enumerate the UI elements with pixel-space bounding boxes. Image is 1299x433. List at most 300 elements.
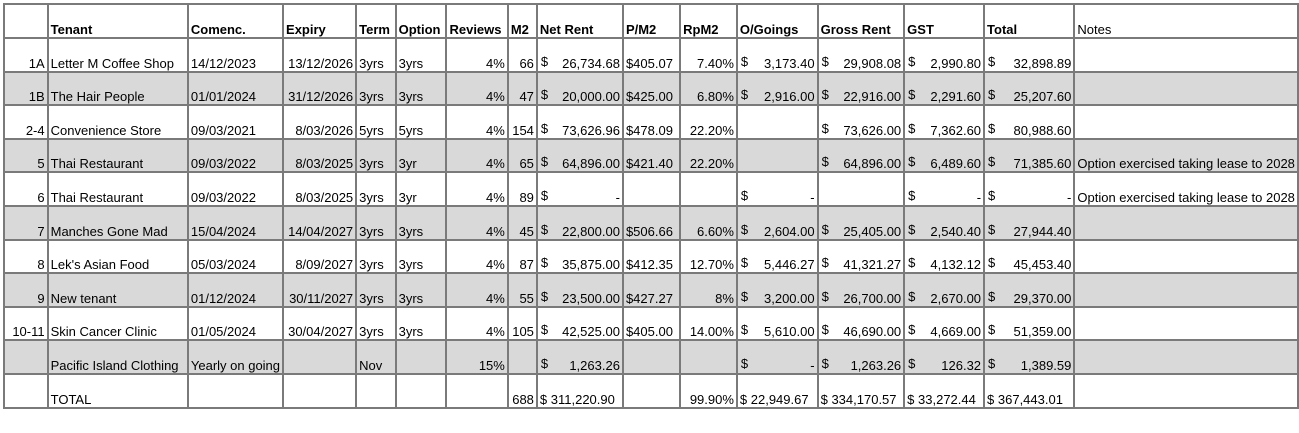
- header-term[interactable]: Term: [356, 4, 395, 38]
- amount-value: 73,626.96: [562, 122, 620, 138]
- commencement-cell[interactable]: 05/03/2024: [188, 240, 283, 274]
- gst-cell[interactable]: [904, 38, 984, 72]
- gst-cell[interactable]: [904, 273, 984, 307]
- rpm2-cell[interactable]: 12.70%: [680, 240, 737, 274]
- option-cell[interactable]: [396, 340, 447, 374]
- unit-cell[interactable]: 5: [4, 139, 48, 173]
- term-cell[interactable]: 5yrs: [356, 105, 395, 139]
- header-net-rent[interactable]: Net Rent: [537, 4, 623, 38]
- empty-cell[interactable]: [283, 374, 356, 408]
- amount-value: 126.32: [941, 357, 982, 373]
- currency-symbol: $: [821, 120, 829, 136]
- reviews-cell[interactable]: 4%: [446, 206, 507, 240]
- gst-cell[interactable]: [904, 340, 984, 374]
- outgoings-cell[interactable]: [737, 105, 818, 139]
- amount-value: 3,173.40: [764, 55, 815, 71]
- table-row: [4, 72, 1298, 106]
- currency-symbol: $: [821, 322, 829, 338]
- header-rpm2[interactable]: RpM2: [680, 4, 737, 38]
- tenant-cell[interactable]: Manches Gone Mad: [48, 206, 188, 240]
- totals-m2[interactable]: 688: [508, 374, 537, 408]
- gst-cell[interactable]: [904, 72, 984, 106]
- outgoings-cell[interactable]: [737, 240, 818, 274]
- amount-value: 35,875.00: [562, 257, 620, 273]
- commencement-cell[interactable]: 14/12/2023: [188, 38, 283, 72]
- reviews-cell[interactable]: 4%: [446, 240, 507, 274]
- term-cell[interactable]: 3yrs: [356, 240, 395, 274]
- notes-cell[interactable]: [1074, 105, 1298, 139]
- tenant-cell[interactable]: Lek's Asian Food: [48, 240, 188, 274]
- notes-cell[interactable]: [1074, 240, 1298, 274]
- currency-symbol: $: [740, 288, 749, 304]
- amount-value: 4,669.00: [930, 324, 982, 340]
- currency-symbol: $: [988, 221, 996, 237]
- amount-value: 2,670.00: [930, 290, 982, 306]
- option-cell[interactable]: 3yrs: [396, 240, 447, 274]
- currency-symbol: $: [740, 87, 749, 103]
- currency-symbol: $: [740, 255, 749, 271]
- gross-rent-cell[interactable]: [818, 340, 905, 374]
- notes-cell[interactable]: [1074, 307, 1298, 341]
- commencement-cell[interactable]: 15/04/2024: [188, 206, 283, 240]
- table-row: [4, 307, 1298, 341]
- m2-cell[interactable]: [508, 340, 537, 374]
- total-cell[interactable]: [984, 172, 1074, 206]
- amount-value: 2,990.80: [930, 55, 982, 71]
- amount-value: 3,200.00: [764, 290, 815, 306]
- amount-value: 2,291.60: [930, 89, 982, 105]
- amount-value: 29,370.00: [1013, 290, 1072, 306]
- amount-value: 7,362.60: [930, 122, 982, 138]
- commencement-cell[interactable]: 01/05/2024: [188, 307, 283, 341]
- amount-value: 64,896.00: [562, 156, 620, 172]
- net-rent-cell[interactable]: [537, 172, 623, 206]
- outgoings-cell[interactable]: [737, 340, 818, 374]
- amount-value: 1,263.26: [850, 357, 902, 373]
- lease-schedule-table: [3, 3, 1299, 409]
- notes-cell[interactable]: [1074, 273, 1298, 307]
- per-m2-cell[interactable]: $506.66: [623, 206, 680, 240]
- net-rent-cell[interactable]: [537, 38, 623, 72]
- currency-symbol: $: [821, 355, 829, 371]
- amount-value: 64,896.00: [843, 156, 902, 172]
- totals-label[interactable]: TOTAL: [48, 374, 188, 408]
- amount-value: 51,359.00: [1013, 324, 1072, 340]
- per-m2-cell[interactable]: $421.40: [623, 139, 680, 173]
- notes-cell[interactable]: [1074, 72, 1298, 106]
- currency-symbol: $: [540, 53, 549, 69]
- currency-symbol: $: [988, 288, 996, 304]
- tenant-cell[interactable]: Convenience Store: [48, 105, 188, 139]
- outgoings-cell[interactable]: [737, 206, 818, 240]
- unit-cell[interactable]: 9: [4, 273, 48, 307]
- header-outgoings[interactable]: O/Goings: [737, 4, 818, 38]
- net-rent-cell[interactable]: [537, 240, 623, 274]
- expiry-cell[interactable]: 8/03/2025: [283, 172, 356, 206]
- empty-cell[interactable]: [356, 374, 395, 408]
- header-gst[interactable]: GST: [904, 4, 984, 38]
- m2-cell[interactable]: 87: [508, 240, 537, 274]
- expiry-cell[interactable]: 30/04/2027: [283, 307, 356, 341]
- currency-symbol: $: [908, 87, 916, 103]
- amount-value: 80,988.60: [1013, 122, 1072, 138]
- totals-outgoings[interactable]: $ 22,949.67: [737, 374, 818, 408]
- total-cell[interactable]: [984, 340, 1074, 374]
- totals-rpm2[interactable]: 99.90%: [680, 374, 737, 408]
- header-option[interactable]: Option: [396, 4, 447, 38]
- option-cell[interactable]: 3yrs: [396, 38, 447, 72]
- currency-symbol: $: [908, 355, 916, 371]
- currency-symbol: $: [540, 288, 549, 304]
- rpm2-cell[interactable]: 14.00%: [680, 307, 737, 341]
- outgoings-cell[interactable]: [737, 273, 818, 307]
- tenant-cell[interactable]: The Hair People: [48, 72, 188, 106]
- expiry-cell[interactable]: 31/12/2026: [283, 72, 356, 106]
- amount-value: 45,453.40: [1013, 257, 1072, 273]
- amount-value: 26,734.68: [562, 55, 620, 71]
- notes-cell[interactable]: [1074, 340, 1298, 374]
- currency-symbol: $: [988, 87, 996, 103]
- table-row: [4, 105, 1298, 139]
- rpm2-cell[interactable]: 8%: [680, 273, 737, 307]
- amount-value: 6,489.60: [930, 156, 982, 172]
- reviews-cell[interactable]: 4%: [446, 273, 507, 307]
- term-cell[interactable]: 3yrs: [356, 172, 395, 206]
- header-reviews[interactable]: Reviews: [446, 4, 507, 38]
- amount-value: 20,000.00: [562, 89, 620, 105]
- reviews-cell[interactable]: 4%: [446, 172, 507, 206]
- option-cell[interactable]: 3yr: [396, 139, 447, 173]
- currency-symbol: $: [908, 288, 916, 304]
- amount-value: 22,800.00: [562, 223, 620, 239]
- reviews-cell[interactable]: 4%: [446, 38, 507, 72]
- currency-symbol: $: [540, 154, 549, 170]
- outgoings-cell[interactable]: [737, 172, 818, 206]
- unit-cell[interactable]: 7: [4, 206, 48, 240]
- per-m2-cell[interactable]: $427.27: [623, 273, 680, 307]
- header-unit[interactable]: [4, 4, 48, 38]
- option-cell[interactable]: 3yrs: [396, 72, 447, 106]
- header-per-m2[interactable]: P/M2: [623, 4, 680, 38]
- total-cell[interactable]: [984, 206, 1074, 240]
- rpm2-cell[interactable]: 22.20%: [680, 139, 737, 173]
- term-cell[interactable]: 3yrs: [356, 72, 395, 106]
- net-rent-cell[interactable]: [537, 72, 623, 106]
- net-rent-cell[interactable]: [537, 206, 623, 240]
- expiry-cell[interactable]: 8/03/2025: [283, 139, 356, 173]
- amount-value: 2,916.00: [764, 89, 815, 105]
- per-m2-cell[interactable]: [623, 340, 680, 374]
- empty-cell[interactable]: [446, 374, 507, 408]
- amount-value: 25,405.00: [843, 223, 902, 239]
- currency-symbol: $: [540, 187, 549, 203]
- table-body: [4, 4, 1298, 408]
- tenant-cell[interactable]: Thai Restaurant: [48, 172, 188, 206]
- header-row: [4, 4, 1298, 38]
- amount-value: 1,263.26: [569, 357, 620, 373]
- header-gross-rent[interactable]: Gross Rent: [818, 4, 905, 38]
- amount-value: 23,500.00: [562, 290, 620, 306]
- option-cell[interactable]: 3yrs: [396, 206, 447, 240]
- unit-cell[interactable]: 1B: [4, 72, 48, 106]
- gst-cell[interactable]: [904, 240, 984, 274]
- gross-rent-cell[interactable]: [818, 105, 905, 139]
- term-cell[interactable]: 3yrs: [356, 38, 395, 72]
- term-cell[interactable]: Nov: [356, 340, 395, 374]
- per-m2-cell[interactable]: $405.07: [623, 38, 680, 72]
- unit-cell[interactable]: 8: [4, 240, 48, 274]
- total-cell[interactable]: [984, 240, 1074, 274]
- gst-cell[interactable]: [904, 172, 984, 206]
- total-cell[interactable]: [984, 139, 1074, 173]
- amount-value: 5,610.00: [764, 324, 815, 340]
- total-cell[interactable]: [984, 72, 1074, 106]
- currency-symbol: $: [821, 87, 829, 103]
- m2-cell[interactable]: 45: [508, 206, 537, 240]
- net-rent-cell[interactable]: [537, 340, 623, 374]
- outgoings-cell[interactable]: [737, 38, 818, 72]
- per-m2-cell[interactable]: $478.09: [623, 105, 680, 139]
- amount-value: -: [1067, 189, 1072, 205]
- currency-symbol: $: [908, 221, 916, 237]
- currency-symbol: $: [821, 255, 829, 271]
- option-cell[interactable]: 3yrs: [396, 273, 447, 307]
- table-row: [4, 139, 1298, 173]
- currency-symbol: $: [740, 221, 749, 237]
- notes-cell[interactable]: [1074, 206, 1298, 240]
- commencement-cell[interactable]: 01/12/2024: [188, 273, 283, 307]
- tenant-cell[interactable]: Skin Cancer Clinic: [48, 307, 188, 341]
- rpm2-cell[interactable]: 6.60%: [680, 206, 737, 240]
- table-row: [4, 206, 1298, 240]
- option-cell[interactable]: 3yrs: [396, 307, 447, 341]
- net-rent-cell[interactable]: [537, 307, 623, 341]
- gst-cell[interactable]: [904, 206, 984, 240]
- amount-value: 71,385.60: [1013, 156, 1072, 172]
- total-cell[interactable]: [984, 307, 1074, 341]
- currency-symbol: $: [540, 255, 549, 271]
- currency-symbol: $: [540, 221, 549, 237]
- commencement-cell[interactable]: Yearly on going: [188, 340, 283, 374]
- rpm2-cell[interactable]: [680, 172, 737, 206]
- amount-value: -: [810, 357, 815, 373]
- unit-cell[interactable]: 2-4: [4, 105, 48, 139]
- currency-symbol: $: [740, 355, 749, 371]
- expiry-cell[interactable]: 8/09/2027: [283, 240, 356, 274]
- currency-symbol: $: [988, 187, 996, 203]
- gross-rent-cell[interactable]: [818, 172, 905, 206]
- unit-cell[interactable]: 1A: [4, 38, 48, 72]
- amount-value: 1,389.59: [1020, 357, 1072, 373]
- gross-rent-cell[interactable]: [818, 38, 905, 72]
- option-cell[interactable]: 3yr: [396, 172, 447, 206]
- gst-cell[interactable]: [904, 139, 984, 173]
- amount-value: 32,898.89: [1013, 55, 1072, 71]
- currency-symbol: $: [908, 120, 916, 136]
- commencement-cell[interactable]: 01/01/2024: [188, 72, 283, 106]
- net-rent-cell[interactable]: [537, 139, 623, 173]
- currency-symbol: $: [908, 53, 916, 69]
- amount-value: 2,540.40: [930, 223, 982, 239]
- commencement-cell[interactable]: 09/03/2022: [188, 139, 283, 173]
- amount-value: 41,321.27: [843, 257, 902, 273]
- empty-cell[interactable]: [623, 374, 680, 408]
- currency-symbol: $: [988, 120, 996, 136]
- reviews-cell[interactable]: 4%: [446, 307, 507, 341]
- totals-net-rent[interactable]: $ 311,220.90: [537, 374, 623, 408]
- gst-cell[interactable]: [904, 105, 984, 139]
- amount-value: 46,690.00: [843, 324, 902, 340]
- currency-symbol: $: [908, 187, 916, 203]
- rpm2-cell[interactable]: [680, 340, 737, 374]
- header-tenant[interactable]: Tenant: [48, 4, 188, 38]
- totals-gst[interactable]: $ 33,272.44: [904, 374, 984, 408]
- table-row: [4, 38, 1298, 72]
- per-m2-cell[interactable]: $425.00: [623, 72, 680, 106]
- empty-cell[interactable]: [396, 374, 447, 408]
- amount-value: 42,525.00: [562, 324, 620, 340]
- amount-value: -: [976, 189, 982, 205]
- amount-value: -: [810, 189, 815, 205]
- table-row: [4, 273, 1298, 307]
- table-row: [4, 240, 1298, 274]
- amount-value: 22,916.00: [843, 89, 902, 105]
- totals-row: [4, 374, 1298, 408]
- notes-cell[interactable]: Option exercised taking lease to 2028: [1074, 172, 1298, 206]
- table-row: [4, 172, 1298, 206]
- commencement-cell[interactable]: 09/03/2022: [188, 172, 283, 206]
- net-rent-cell[interactable]: [537, 105, 623, 139]
- table-row: [4, 340, 1298, 374]
- header-notes[interactable]: Notes: [1074, 4, 1298, 38]
- currency-symbol: $: [988, 53, 996, 69]
- currency-symbol: $: [988, 154, 996, 170]
- empty-cell[interactable]: [188, 374, 283, 408]
- total-cell[interactable]: [984, 273, 1074, 307]
- m2-cell[interactable]: 55: [508, 273, 537, 307]
- expiry-cell[interactable]: 8/03/2026: [283, 105, 356, 139]
- currency-symbol: $: [740, 53, 749, 69]
- gross-rent-cell[interactable]: [818, 240, 905, 274]
- outgoings-cell[interactable]: [737, 139, 818, 173]
- term-cell[interactable]: 3yrs: [356, 307, 395, 341]
- expiry-cell[interactable]: 14/04/2027: [283, 206, 356, 240]
- currency-symbol: $: [740, 322, 749, 338]
- gross-rent-cell[interactable]: [818, 72, 905, 106]
- amount-value: 73,626.00: [843, 122, 902, 138]
- net-rent-cell[interactable]: [537, 273, 623, 307]
- header-total[interactable]: Total: [984, 4, 1074, 38]
- outgoings-cell[interactable]: [737, 72, 818, 106]
- m2-cell[interactable]: 47: [508, 72, 537, 106]
- amount-value: 25,207.60: [1013, 89, 1072, 105]
- m2-cell[interactable]: 105: [508, 307, 537, 341]
- unit-cell[interactable]: 6: [4, 172, 48, 206]
- gross-rent-cell[interactable]: [818, 273, 905, 307]
- empty-cell[interactable]: [4, 374, 48, 408]
- currency-symbol: $: [988, 355, 996, 371]
- tenant-cell[interactable]: Pacific Island Clothing: [48, 340, 188, 374]
- currency-symbol: $: [821, 53, 829, 69]
- m2-cell[interactable]: 89: [508, 172, 537, 206]
- notes-cell[interactable]: Option exercised taking lease to 2028: [1074, 139, 1298, 173]
- unit-cell[interactable]: 10-11: [4, 307, 48, 341]
- m2-cell[interactable]: 66: [508, 38, 537, 72]
- total-cell[interactable]: [984, 105, 1074, 139]
- currency-symbol: $: [740, 187, 749, 203]
- currency-symbol: $: [908, 322, 916, 338]
- unit-cell[interactable]: [4, 340, 48, 374]
- tenant-cell[interactable]: Thai Restaurant: [48, 139, 188, 173]
- gross-rent-cell[interactable]: [818, 139, 905, 173]
- currency-symbol: $: [821, 154, 829, 170]
- m2-cell[interactable]: 65: [508, 139, 537, 173]
- gross-rent-cell[interactable]: [818, 206, 905, 240]
- amount-value: 29,908.08: [843, 55, 902, 71]
- amount-value: 5,446.27: [764, 257, 815, 273]
- gst-cell[interactable]: [904, 307, 984, 341]
- currency-symbol: $: [821, 221, 829, 237]
- currency-symbol: $: [540, 120, 549, 136]
- expiry-cell[interactable]: [283, 340, 356, 374]
- m2-cell[interactable]: 154: [508, 105, 537, 139]
- reviews-cell[interactable]: 4%: [446, 72, 507, 106]
- currency-symbol: $: [988, 322, 996, 338]
- term-cell[interactable]: 3yrs: [356, 273, 395, 307]
- reviews-cell[interactable]: 15%: [446, 340, 507, 374]
- amount-value: -: [615, 189, 620, 205]
- rpm2-cell[interactable]: 22.20%: [680, 105, 737, 139]
- expiry-cell[interactable]: 30/11/2027: [283, 273, 356, 307]
- reviews-cell[interactable]: 4%: [446, 139, 507, 173]
- tenant-cell[interactable]: New tenant: [48, 273, 188, 307]
- tenant-cell[interactable]: Letter M Coffee Shop: [48, 38, 188, 72]
- commencement-cell[interactable]: 09/03/2021: [188, 105, 283, 139]
- currency-symbol: $: [540, 355, 549, 371]
- per-m2-cell[interactable]: [623, 172, 680, 206]
- expiry-cell[interactable]: 13/12/2026: [283, 38, 356, 72]
- notes-cell[interactable]: [1074, 38, 1298, 72]
- rpm2-cell[interactable]: 6.80%: [680, 72, 737, 106]
- header-commencement[interactable]: Comenc.: [188, 4, 283, 38]
- currency-symbol: $: [540, 322, 549, 338]
- rpm2-cell[interactable]: 7.40%: [680, 38, 737, 72]
- amount-value: 4,132.12: [930, 257, 982, 273]
- per-m2-cell[interactable]: $412.35: [623, 240, 680, 274]
- gross-rent-cell[interactable]: [818, 307, 905, 341]
- empty-cell[interactable]: [1074, 374, 1298, 408]
- totals-gross-rent[interactable]: $ 334,170.57: [818, 374, 905, 408]
- currency-symbol: $: [908, 255, 916, 271]
- currency-symbol: $: [821, 288, 829, 304]
- amount-value: 26,700.00: [843, 290, 902, 306]
- currency-symbol: $: [988, 255, 996, 271]
- option-cell[interactable]: 5yrs: [396, 105, 447, 139]
- amount-value: 27,944.40: [1013, 223, 1072, 239]
- amount-value: 2,604.00: [764, 223, 815, 239]
- currency-symbol: $: [908, 154, 916, 170]
- total-cell[interactable]: [984, 38, 1074, 72]
- header-expiry[interactable]: Expiry: [283, 4, 356, 38]
- reviews-cell[interactable]: 4%: [446, 105, 507, 139]
- outgoings-cell[interactable]: [737, 307, 818, 341]
- header-m2[interactable]: M2: [508, 4, 537, 38]
- per-m2-cell[interactable]: $405.00: [623, 307, 680, 341]
- term-cell[interactable]: 3yrs: [356, 206, 395, 240]
- totals-total[interactable]: $ 367,443.01: [984, 374, 1074, 408]
- term-cell[interactable]: 3yrs: [356, 139, 395, 173]
- currency-symbol: $: [540, 87, 549, 103]
